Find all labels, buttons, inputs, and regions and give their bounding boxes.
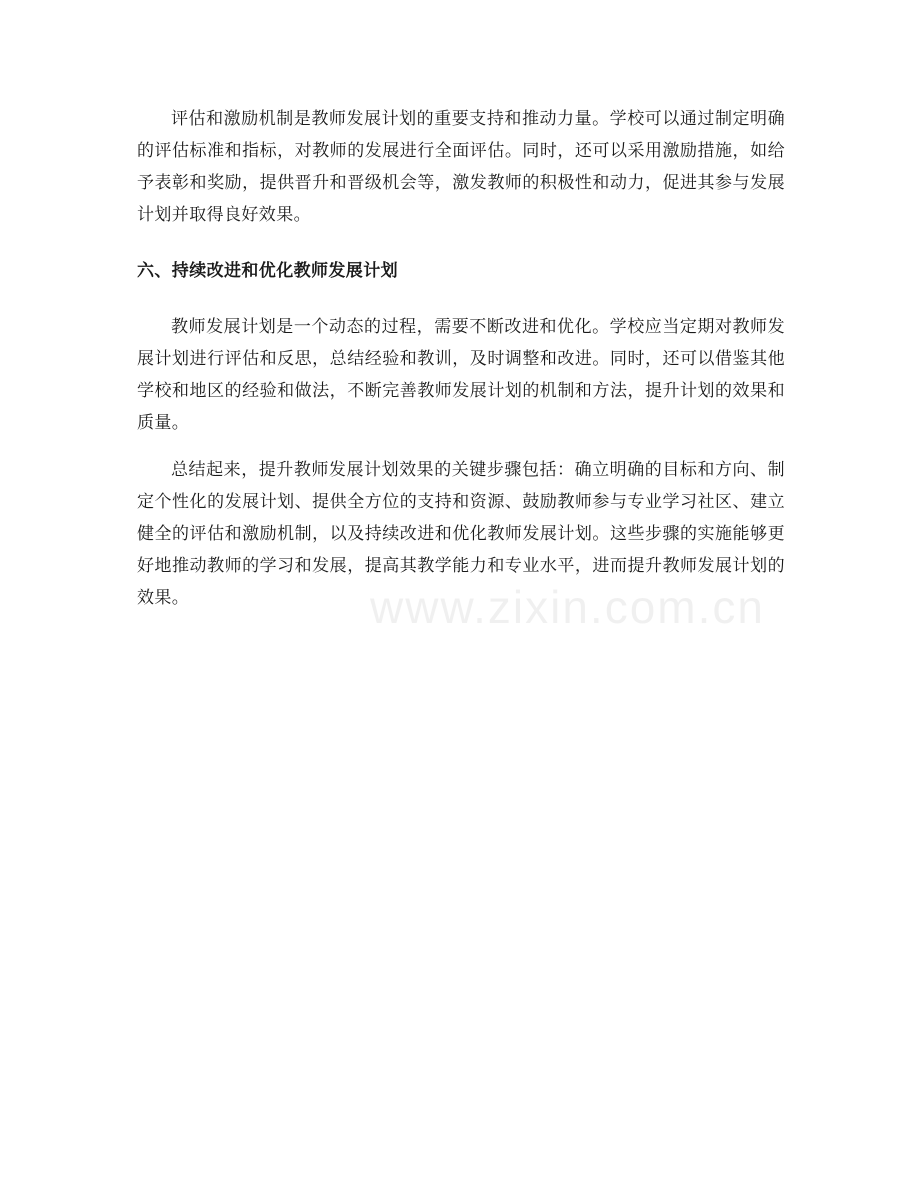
paragraph-summary: 总结起来，提升教师发展计划效果的关键步骤包括：确立明确的目标和方向、制定个性化的发展计划、提供全方位的支持和资源、鼓励教师参与专业学习社区、建立健全的评估和激励机制，以及持续改进和优化教师发展计划。这些步骤的实施能够更好地推动教师的学习和发展，提高其教学能力和专业水平，进而提升教师发展计划的效果。	[137, 460, 785, 608]
section-heading: 六、持续改进和优化教师发展计划	[137, 261, 398, 281]
watermark: www.zixin.com.cn	[370, 581, 765, 633]
document-body	[137, 103, 785, 629]
paragraph-evaluation-incentive: 评估和激励机制是教师发展计划的重要支持和推动力量。学校可以通过制定明确的评估标准和指标，对教师的发展进行全面评估。同时，还可以采用激励措施，如给予表彰和奖励，提供晋升和晋级机会等，激发教师的积极性和动力，促进其参与发展计划并取得良好效果。	[137, 109, 785, 225]
paragraph-continuous-improvement: 教师发展计划是一个动态的过程，需要不断改进和优化。学校应当定期对教师发展计划进行评估和反思，总结经验和教训，及时调整和改进。同时，还可以借鉴其他学校和地区的经验和做法，不断完善教师发展计划的机制和方法，提升计划的效果和质量。	[137, 317, 785, 433]
